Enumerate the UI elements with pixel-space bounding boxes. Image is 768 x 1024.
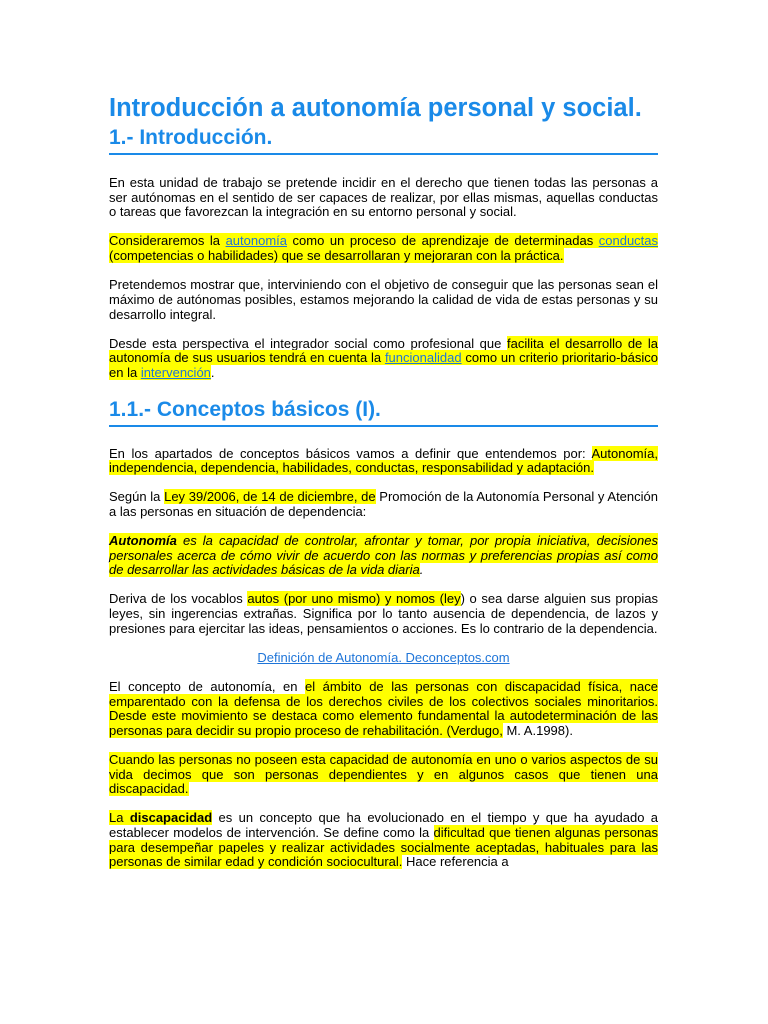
link-funcionalidad[interactable]: funcionalidad: [384, 350, 462, 366]
highlight-text: Cuando las personas no poseen esta capacidad de autonomía en uno o varios aspectos de su vida decimos que son personas dependientes y en algunos casos que tienen una discapacidad.: [109, 751, 658, 797]
paragraph-8-text: Deriva de los vocablos: [109, 591, 248, 607]
highlight-text: Consideraremos la: [109, 233, 226, 249]
paragraph-7-end: .: [419, 562, 424, 578]
paragraph-11: [109, 811, 658, 870]
paragraph-5: [109, 447, 658, 476]
term-autonomia: Autonomía: [109, 533, 177, 549]
highlight-text: es la capacidad de controlar, afrontar y tomar, por propia iniciativa, decisiones personales acerca de cómo vivir de acuerdo con las normas y preferencias propias así como de desarrollar las actividades básicas de la vida diaria: [109, 533, 658, 578]
highlight-text: autos (por uno mismo) y nomos (ley: [247, 591, 461, 607]
definition-link-paragraph: [109, 651, 658, 666]
link-conductas[interactable]: conductas: [598, 233, 659, 249]
highlight-text: el ámbito de las personas con discapacidad física, nace emparentado con la defensa de los derechos civiles de los colectivos sociales minoritarios. Desde este movimiento se destaca como elemento fundamental la autodeterminación de las personas para decidir su propio proceso de rehabilitación. (Verdugo,: [109, 678, 658, 738]
paragraph-11-text: es un concepto que ha evolucionado en el tiempo y que ha ayudado a establecer modelos de intervención. Se define como la: [109, 810, 659, 841]
highlight-text: Autonomía, independencia, dependencia, habilidades, conductas, responsabilidad y adaptación.: [109, 445, 658, 476]
paragraph-6: [109, 490, 658, 519]
term-discapacidad: discapacidad: [129, 810, 213, 826]
paragraph-9-end: M. A.1998).: [502, 722, 573, 738]
section-heading-introduccion: 1.- Introducción.: [109, 126, 658, 155]
paragraph-10: [109, 753, 658, 797]
paragraph-2: [109, 234, 658, 263]
paragraph-7-definition: [109, 534, 658, 578]
paragraph-5-text: En los apartados de conceptos básicos vamos a definir que entendemos por:: [109, 445, 592, 461]
paragraph-4: [109, 337, 658, 381]
highlight-text: (competencias o habilidades) que se desarrollaran y mejoraran con la práctica.: [109, 248, 564, 264]
paragraph-1: En esta unidad de trabajo se pretende incidir en el derecho que tienen todas las personas a ser autónomas en el sentido de ser capaces de realizar, por ellas mismas, aquellas conductas o tareas que favorezcan la integración en su entorno personal y social.: [109, 175, 658, 220]
highlight-text: La: [109, 810, 130, 826]
highlight-text: como un criterio prioritario-básico en la: [109, 350, 659, 380]
section-heading-conceptos: 1.1.- Conceptos básicos (I).: [109, 398, 658, 427]
link-intervencion[interactable]: intervención: [140, 364, 211, 380]
page-title: Introducción a autonomía personal y social.: [109, 94, 642, 122]
paragraph-8: [109, 592, 658, 636]
paragraph-9-text: El concepto de autonomía, en: [109, 678, 305, 694]
paragraph-4-text: Desde esta perspectiva el integrador social como profesional que: [109, 335, 507, 351]
paragraph-4-end: .: [210, 364, 215, 380]
paragraph-3: Pretendemos mostrar que, interviniendo con el objetivo de conseguir que las personas sean el máximo de autónomas posibles, estamos mejorando la calidad de vida de estas personas y su desarrollo integral.: [109, 277, 658, 322]
document-content: [109, 93, 658, 870]
highlight-text: Ley 39/2006, de 14 de diciembre, de: [164, 489, 376, 505]
highlight-text: dificultad que tienen algunas personas para desempeñar papeles y realizar actividades socialmente aceptadas, habituales para las personas de similar edad y condición sociocultural.: [109, 825, 658, 870]
highlight-text: como un proceso de aprendizaje de determinadas: [287, 233, 599, 249]
paragraph-8-end: ) o sea darse alguien sus propias leyes, sin ingerencias extrañas. Significa por lo tanto ausencia de dependencia, de lazos y presiones para ejercitar las ideas, pensamientos o acciones. Es lo contrario de la dependencia.: [109, 591, 658, 636]
link-definicion-autonomia[interactable]: Definición de Autonomía. Deconceptos.com: [257, 649, 510, 665]
paragraph-9: [109, 680, 658, 739]
paragraph-6-end: Promoción de la Autonomía Personal y Atención a las personas en situación de dependencia:: [109, 489, 658, 520]
highlight-text: facilita el desarrollo de la autonomía de sus usuarios tendrá en cuenta la: [109, 335, 659, 366]
paragraph-11-end: Hace referencia a: [402, 854, 509, 870]
paragraph-6-text: Según la: [109, 489, 165, 505]
link-autonomia[interactable]: autonomía: [225, 233, 288, 249]
